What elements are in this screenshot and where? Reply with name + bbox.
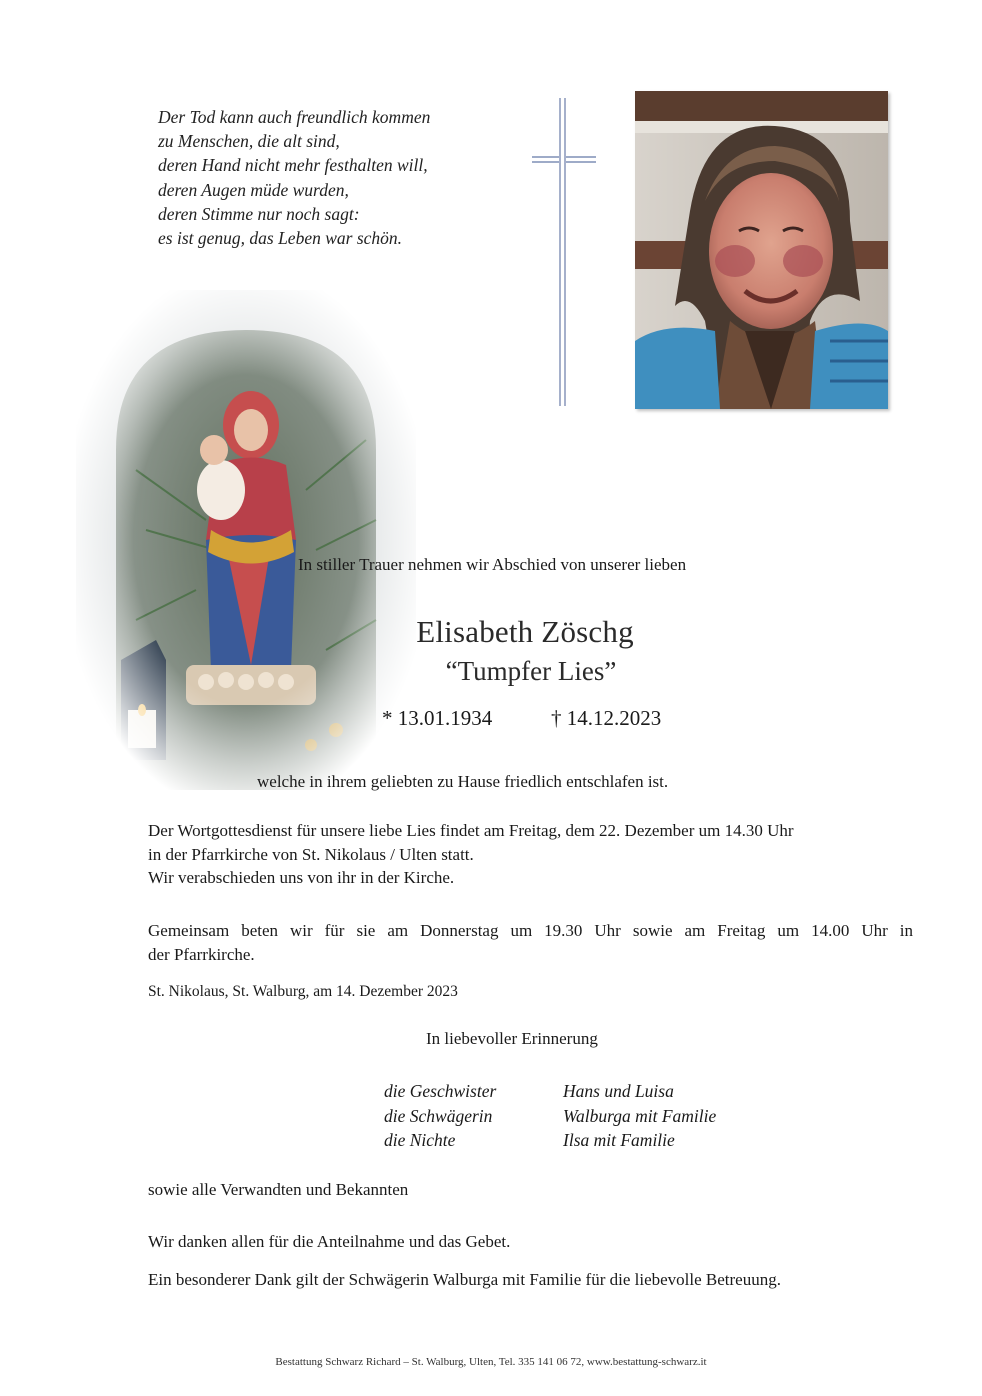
other-mourners: sowie alle Verwandten und Bekannten [148, 1180, 409, 1199]
madonna-shrine-image [76, 290, 416, 790]
death-date: † 14.12.2023 [551, 706, 662, 730]
intro-text: In stiller Trauer nehmen wir Abschied von unserer lieben [298, 555, 687, 574]
family-relation: die Nichte [384, 1130, 456, 1151]
service-line: Wir verabschieden uns von ihr in der Kirche. [148, 868, 455, 887]
service-line: in der Pfarrkirche von St. Nikolaus / Ulten statt. [148, 844, 474, 864]
poem-line: es ist genug, das Leben war schön. [158, 228, 403, 249]
closing-line: welche in ihrem geliebten zu Hause friedlich entschlafen ist. [257, 772, 669, 791]
funeral-home-footer: Bestattung Schwarz Richard – St. Walburg, Ulten, Tel. 335 141 06 72, www.bestattung-schwarz.it [275, 1356, 707, 1368]
portrait-image [635, 91, 888, 409]
deceased-nickname: “Tumpfer Lies” [445, 656, 617, 686]
poem-line: deren Augen müde wurden, [158, 179, 349, 200]
family-name: Walburga mit Familie [563, 1105, 717, 1126]
thanks-line: Ein besonderer Dank gilt der Schwägerin Walburga mit Familie für die liebevolle Betreuung. [148, 1270, 781, 1289]
poem-line: deren Hand nicht mehr festhalten will, [158, 155, 428, 176]
birth-date: * 13.01.1934 [382, 706, 493, 730]
prayer-paragraph [148, 919, 913, 966]
poem [158, 105, 430, 250]
family-relation: die Schwägerin [384, 1105, 493, 1126]
poem-line: deren Stimme nur noch sagt: [158, 203, 360, 224]
remembrance-heading: In liebevoller Erinnerung [426, 1029, 598, 1048]
poem-line: zu Menschen, die alt sind, [158, 131, 340, 152]
poem-line: Der Tod kann auch freundlich kommen [158, 107, 431, 127]
family-relations [384, 1079, 496, 1153]
thanks-line: Wir danken allen für die Anteilnahme und das Gebet. [148, 1232, 511, 1251]
family-name: Hans und Luisa [563, 1081, 674, 1101]
prayer-line: der Pfarrkirche. [148, 944, 255, 964]
portrait-photo [635, 91, 888, 409]
service-paragraph [148, 819, 913, 890]
family-names [563, 1079, 716, 1153]
dateline: St. Nikolaus, St. Walburg, am 14. Dezember 2023 [148, 983, 458, 1000]
deceased-name: Elisabeth Zöschg [416, 614, 634, 649]
family-name: Ilsa mit Familie [563, 1130, 675, 1151]
cross-icon [530, 96, 598, 408]
service-line: Der Wortgottesdienst für unsere liebe Lies findet am Freitag, dem 22. Dezember um 14.30 Uhr [148, 821, 794, 840]
family-relation: die Geschwister [384, 1081, 497, 1101]
prayer-line: Gemeinsam beten wir für sie am Donnerstag um 19.30 Uhr sowie am Freitag um 14.00 Uhr in [148, 921, 913, 940]
